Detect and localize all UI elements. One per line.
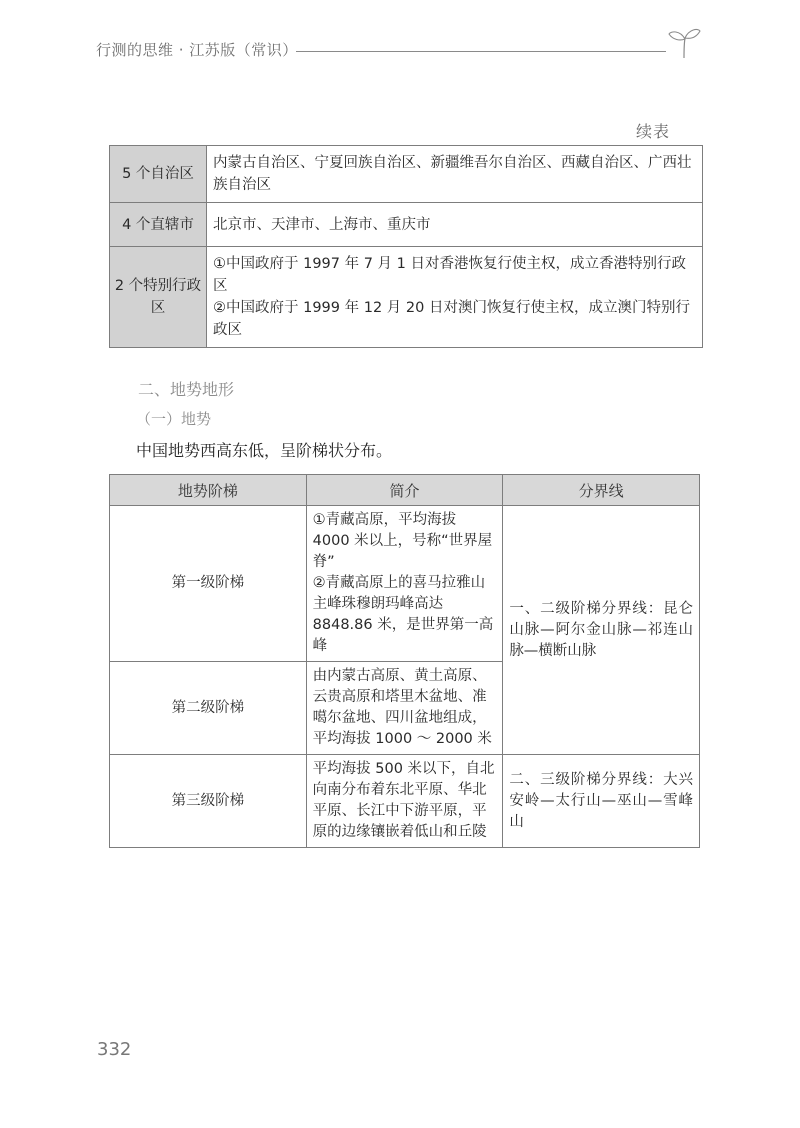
level-cell: 第二级阶梯 bbox=[110, 662, 307, 755]
section-subtitle: （一）地势 bbox=[136, 410, 212, 428]
content-line: 北京市、天津市、上海市、重庆市 bbox=[213, 216, 431, 233]
admin-division-table bbox=[109, 145, 703, 348]
header-divider bbox=[296, 51, 666, 52]
row-label: 2 个特别行政区 bbox=[110, 247, 207, 348]
level-cell: 第一级阶梯 bbox=[110, 506, 307, 662]
table-row bbox=[110, 203, 703, 247]
table-row bbox=[110, 506, 700, 662]
description-line: ②青藏高原上的喜马拉雅山主峰珠穆朗玛峰高达 8848.86 米，是世界第一高峰 bbox=[312, 575, 494, 654]
sprout-icon bbox=[664, 22, 704, 62]
description-cell bbox=[306, 755, 503, 848]
row-label: 4 个直辖市 bbox=[110, 203, 207, 247]
divider-cell: 一、二级阶梯分界线：昆仑山脉—阿尔金山脉—祁连山脉—横断山脉 bbox=[503, 506, 700, 755]
body-paragraph: 中国地势西高东低，呈阶梯状分布。 bbox=[136, 441, 393, 460]
table-row bbox=[110, 247, 703, 348]
row-content bbox=[207, 247, 703, 348]
row-label: 5 个自治区 bbox=[110, 146, 207, 203]
section-title: 二、地势地形 bbox=[138, 380, 235, 399]
content-line: 内蒙古自治区、宁夏回族自治区、新疆维吾尔自治区、西藏自治区、广西壮族自治区 bbox=[213, 155, 692, 193]
content-line: ②中国政府于 1999 年 12 月 20 日对澳门恢复行使主权，成立澳门特别行政区 bbox=[213, 300, 690, 338]
description-line: 由内蒙古高原、黄土高原、云贵高原和塔里木盆地、准噶尔盆地、四川盆地组成，平均海拔 1000 ～ 2000 米 bbox=[312, 668, 492, 747]
column-header: 简介 bbox=[306, 475, 503, 506]
row-content bbox=[207, 146, 703, 203]
divider-cell: 二、三级阶梯分界线：大兴安岭—太行山—巫山—雪峰山 bbox=[503, 755, 700, 848]
column-header: 地势阶梯 bbox=[110, 475, 307, 506]
description-cell bbox=[306, 506, 503, 662]
table-row bbox=[110, 146, 703, 203]
row-content bbox=[207, 203, 703, 247]
content-line: ①中国政府于 1997 年 7 月 1 日对香港恢复行使主权，成立香港特别行政区 bbox=[213, 256, 687, 294]
description-line: 平均海拔 500 米以下，自北向南分布着东北平原、华北平原、长江中下游平原，平原的边缘镶嵌着低山和丘陵 bbox=[312, 761, 495, 840]
column-header: 分界线 bbox=[503, 475, 700, 506]
description-cell bbox=[306, 662, 503, 755]
terrain-table bbox=[109, 474, 700, 848]
level-cell: 第三级阶梯 bbox=[110, 755, 307, 848]
description-line: ①青藏高原，平均海拔 4000 米以上，号称“世界屋脊” bbox=[312, 512, 493, 570]
continuation-label: 续表 bbox=[636, 122, 671, 141]
table-row bbox=[110, 755, 700, 848]
header-title: 行测的思维 · 江苏版（常识） bbox=[96, 41, 298, 59]
table-header-row bbox=[110, 475, 700, 506]
page-number: 332 bbox=[97, 1039, 132, 1060]
